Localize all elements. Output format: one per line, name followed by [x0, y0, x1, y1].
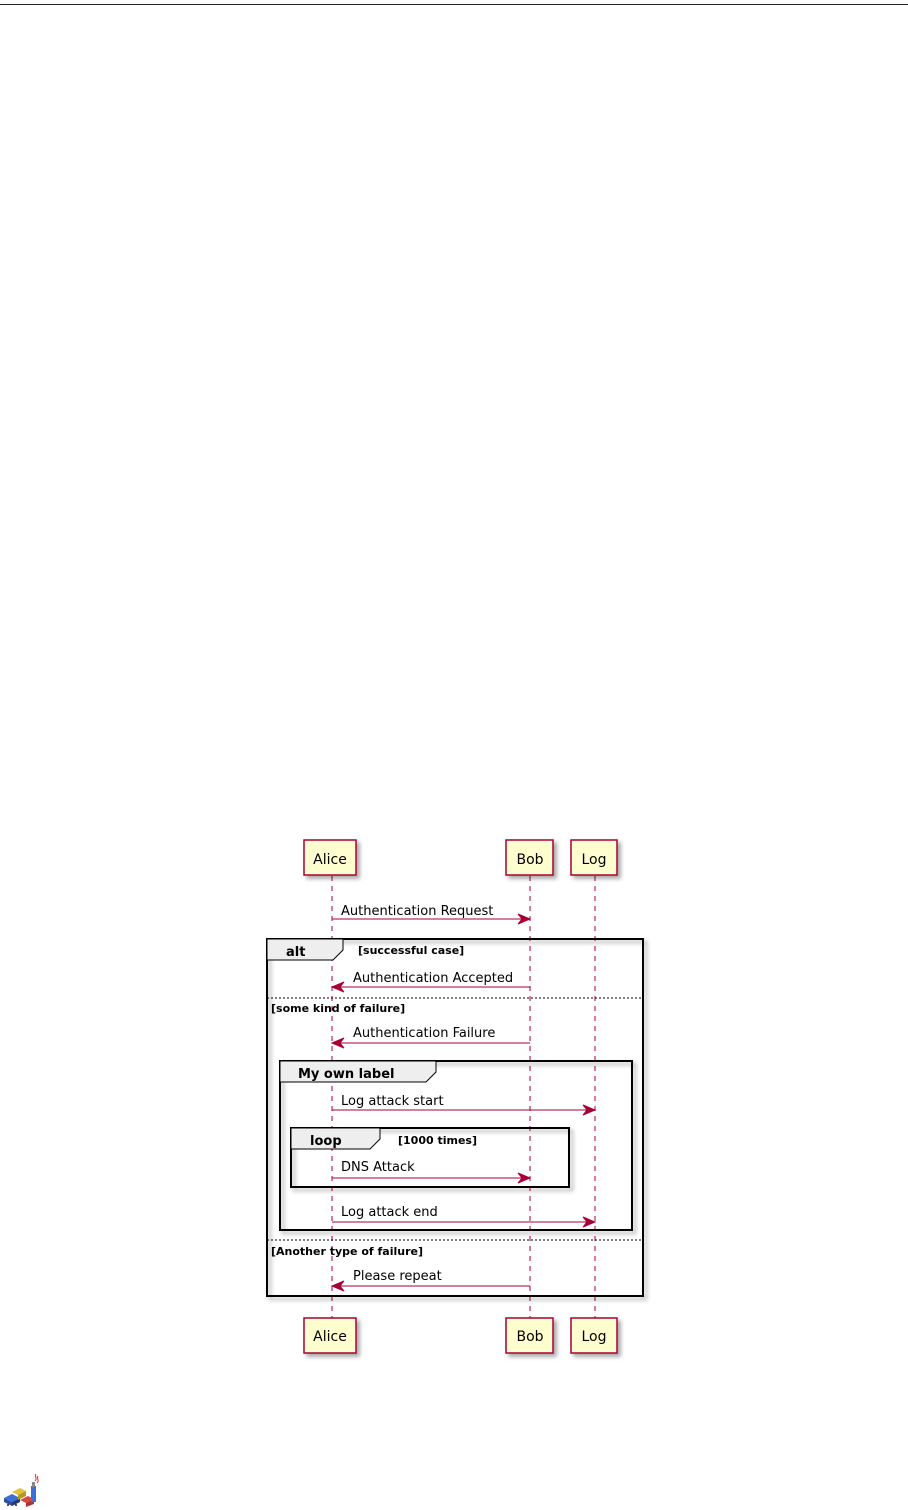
alt-fragment	[267, 939, 643, 1296]
participant-name: Log	[581, 1329, 607, 1345]
alt-frame	[267, 939, 643, 1296]
message-dns-attack	[332, 1160, 530, 1183]
participant-name: Bob	[516, 1329, 544, 1345]
participants-top	[304, 840, 617, 875]
alt-else-condition-1: [some kind of failure]	[271, 1002, 406, 1015]
message-log-attack-end	[332, 1205, 595, 1227]
message-authentication-accepted	[332, 971, 530, 992]
alt-condition: [successful case]	[358, 944, 465, 957]
message-label: Authentication Request	[341, 904, 494, 919]
loop-condition: [1000 times]	[398, 1134, 477, 1147]
message-please-repeat	[332, 1269, 530, 1291]
alt-keyword: alt	[286, 945, 306, 960]
message-label: DNS Attack	[341, 1160, 415, 1175]
message-label: Authentication Accepted	[353, 971, 514, 986]
loop-keyword: loop	[310, 1134, 342, 1149]
participant-bob-top	[506, 840, 553, 875]
participant-log-bottom	[571, 1318, 617, 1353]
participant-name: Alice	[313, 1329, 347, 1345]
logo-icon	[2, 1472, 42, 1508]
message-authentication-request	[332, 904, 530, 924]
participant-name: Alice	[313, 852, 347, 868]
participant-name: Bob	[516, 852, 544, 868]
message-label: Log attack start	[341, 1094, 444, 1109]
participants-bottom	[304, 1318, 617, 1353]
message-label: Please repeat	[353, 1269, 442, 1284]
message-authentication-failure	[332, 1026, 530, 1048]
message-label: Log attack end	[341, 1205, 438, 1220]
participant-name: Log	[581, 852, 607, 868]
participant-alice-top	[304, 840, 356, 875]
messages	[332, 904, 595, 1291]
participant-log-top	[571, 840, 617, 875]
participant-alice-bottom	[304, 1318, 356, 1353]
alt-else-condition-2: [Another type of failure]	[271, 1245, 423, 1258]
message-label: Authentication Failure	[353, 1026, 496, 1041]
group-label: My own label	[298, 1067, 395, 1082]
message-log-attack-start	[332, 1094, 595, 1115]
participant-bob-bottom	[506, 1318, 553, 1353]
